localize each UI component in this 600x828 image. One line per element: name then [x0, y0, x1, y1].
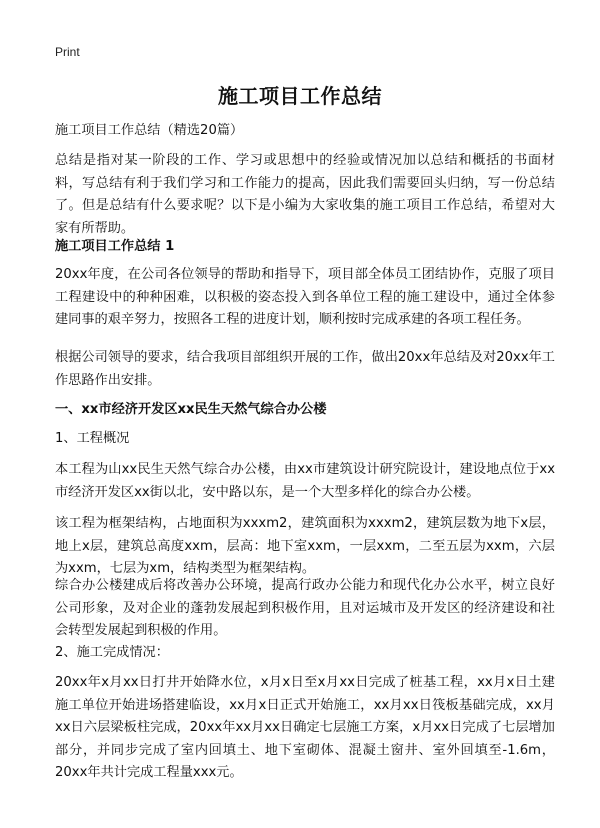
paragraph-6: 20xx年x月xx日打井开始降水位，x月x日至x月xx日完成了桩基工程，xx月x日土建施工单位开始进场搭建临设，xx月x日正式开始施工，xx月xx日筏板基础完成，xx月xx日六层梁板柱完成，20xx年xx月xx日确定七层施工方案，x月xx日完成了七层增加部分，并同步完成了室内回填土、地下室砌体、混凝土窗井、室外回填至-1.6m，20xx年共计完成工程量xxx元。 [55, 675, 555, 780]
paragraph-5: 综合办公楼建成后将改善办公环境，提高行政办公能力和现代化办公水平，树立良好公司形象，及对企业的蓬勃发展起到积极作用，且对运城市及开发区的经济建设和社会转型发展起到积极的作用。 [55, 578, 555, 638]
page-title: 施工项目工作总结 [218, 84, 382, 108]
sub-heading-1: 一、xx市经济开发区xx民生天然气综合办公楼 [55, 402, 327, 417]
paragraph-4: 该工程为框架结构，占地面积为xxxm2，建筑面积为xxxm2，建筑层数为地下x层，地上x层，建筑总高度xxm，层高：地下室xxm，一层xxm，二至五层为xxm，六层为xxm，七层为xm，结构类型为框架结构。 [55, 516, 555, 576]
paragraph-2: 根据公司领导的要求，结合我项目部组织开展的工作，做出20xx年总结及对20xx年工作思路作出安排。 [55, 350, 555, 388]
paragraph-3: 本工程为山xx民生天然气综合办公楼，由xx市建筑设计研究院设计，建设地点位于xx市经济开发区xx街以北，安中路以东，是一个大型多样化的综合办公楼。 [55, 462, 555, 500]
section-heading-1: 施工项目工作总结 1 [55, 239, 175, 254]
list-item-progress: 2、施工完成情况： [55, 645, 169, 660]
subtitle: 施工项目工作总结（精选20篇） [55, 123, 244, 138]
intro-paragraph: 总结是指对某一阶段的工作、学习或思想中的经验或情况加以总结和概括的书面材料，写总结有利于我们学习和工作能力的提高，因此我们需要回头归纳，写一份总结了。但是总结有什么要求呢？以下是小编为大家收集的施工项目工作总结，希望对大家有所帮助。 [55, 153, 555, 236]
list-item-overview: 1、工程概况 [55, 431, 130, 446]
print-label: Print [55, 45, 80, 59]
paragraph-1: 20xx年度，在公司各位领导的帮助和指导下，项目部全体员工团结协作，克服了项目工程建设中的种种困难，以积极的姿态投入到各单位工程的施工建设中，通过全体参建同事的艰辛努力，按照各工程的进度计划，顺利按时完成承建的各项工程任务。 [55, 267, 555, 327]
